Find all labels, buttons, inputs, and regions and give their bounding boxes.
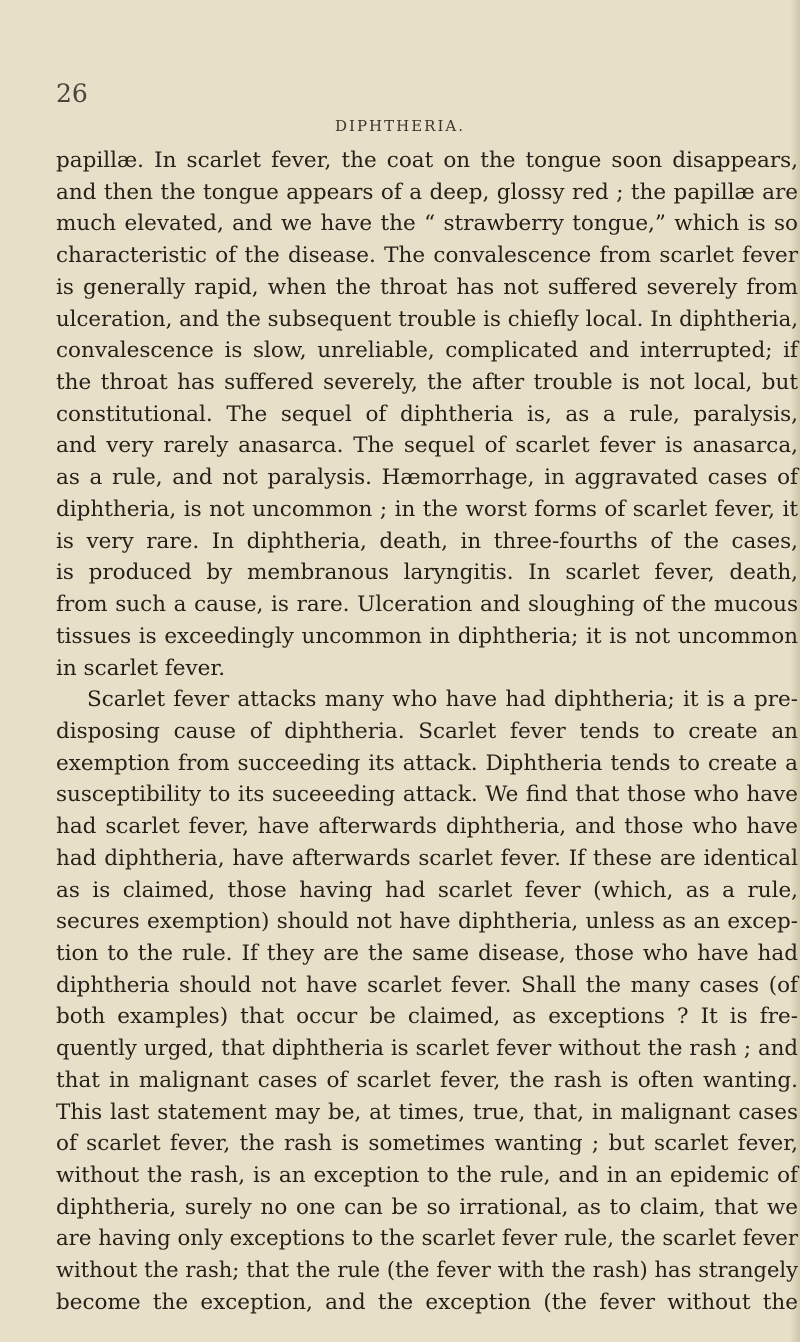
text-line: tissues is exceedingly uncommon in diphtheria; it is not uncommon [56,623,798,649]
text-line: both examples) that occur be claimed, as exceptions ? It is fre- [56,1004,798,1030]
text-line: diphtheria, is not uncommon ; in the worst forms of scarlet fever, it [56,496,798,522]
text-line: as is claimed, those having had scarlet fever (which, as a rule, [56,877,798,903]
text-line: papillæ. In scarlet fever, the coat on the tongue soon disappears, [56,148,798,173]
text-line: diphtheria should not have scarlet fever. Shall the many cases (of [56,972,798,998]
text-line: without the rash, is an exception to the rule, and in an epidemic of [56,1163,798,1188]
text-line: constitutional. The sequel of diphtheria is, as a rule, paralysis, [56,401,798,427]
text-line: are having only exceptions to the scarlet fever rule, the scarlet fever [56,1226,798,1252]
text-line: and very rarely anasarca. The sequel of scarlet fever is anasarca, [56,433,798,459]
paragraph-start-line: Scarlet fever attacks many who have had diphtheria; it is a pre- [87,687,798,713]
text-line: the throat has suffered severely, the after trouble is not local, but [56,370,798,396]
text-line: quently urged, that diphtheria is scarlet fever without the rash ; and [56,1036,798,1062]
text-line: become the exception, and the exception (the fever without the [56,1289,798,1315]
text-line: characteristic of the disease. The convalescence from scarlet fever [56,243,798,269]
text-line: diphtheria, surely no one can be so irrational, as to claim, that we [56,1194,798,1220]
text-line: is generally rapid, when the throat has not suffered severely from [56,274,798,300]
text-line: tion to the rule. If they are the same disease, those who have had [56,940,798,966]
text-line: without the rash; that the rule (the fever with the rash) has strangely [56,1258,798,1283]
text-line: had diphtheria, have afterwards scarlet fever. If these are identical [56,845,798,871]
text-line: as a rule, and not paralysis. Hæmorrhage, in aggravated cases of [56,465,798,491]
text-line: convalescence is slow, unreliable, complicated and interrupted; if [56,338,798,364]
text-line: ulceration, and the subsequent trouble is chiefly local. In diphtheria, [56,306,798,332]
paragraph-end-line: in scarlet fever. [56,655,226,681]
text-line: secures exemption) should not have diphtheria, unless as an excep- [56,909,798,935]
text-line: of scarlet fever, the rash is sometimes wanting ; but scarlet fever, [56,1131,798,1157]
text-line: and then the tongue appears of a deep, glossy red ; the papillæ are [56,179,798,205]
text-line: This last statement may be, at times, true, that, in malignant cases [56,1099,798,1125]
body-text [56,145,798,1319]
text-line: is produced by membranous laryngitis. In scarlet fever, death, [56,560,798,586]
page-number: 26 [56,79,88,108]
text-line: is very rare. In diphtheria, death, in three-fourths of the cases, [56,528,798,554]
text-line: disposing cause of diphtheria. Scarlet fever tends to create an [56,718,798,744]
text-line: that in malignant cases of scarlet fever, the rash is often wanting. [56,1067,798,1093]
text-line: much elevated, and we have the “ strawberry tongue,” which is so [56,211,798,237]
text-line: had scarlet fever, have afterwards diphtheria, and those who have [56,814,798,840]
text-line: exemption from succeeding its attack. Diphtheria tends to create a [56,750,798,776]
text-line: susceptibility to its suceeeding attack. We find that those who have [56,782,798,808]
running-head: DIPHTHERIA. [335,117,465,135]
text-line: from such a cause, is rare. Ulceration and sloughing of the mucous [56,592,798,618]
